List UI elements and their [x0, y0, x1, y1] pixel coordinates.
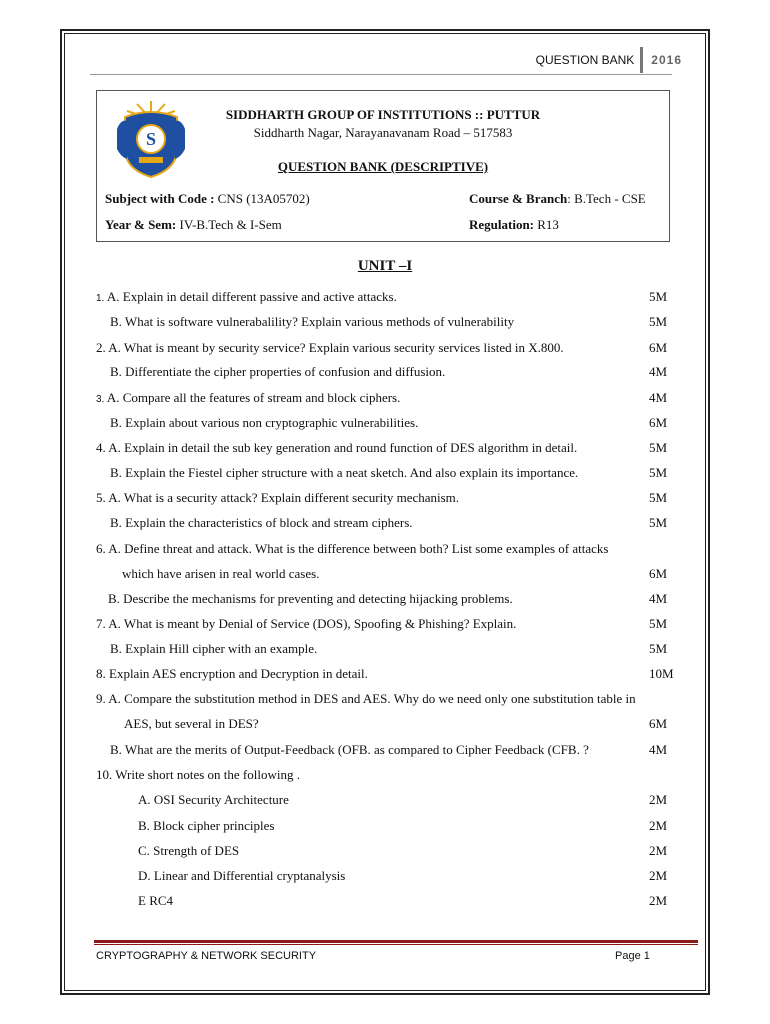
header-year: 2016 [640, 47, 682, 73]
year-field [105, 217, 282, 233]
footer-course-name: CRYPTOGRAPHY & NETWORK SECURITY [96, 950, 317, 962]
question-bank-title: QUESTION BANK (DESCRIPTIVE) [277, 159, 489, 174]
question-marks: 4M [649, 364, 668, 379]
question-text: A. OSI Security Architecture [138, 792, 289, 807]
question-text: B. Explain about various non cryptographic vulnerabilities. [110, 415, 419, 430]
footer-page-number: Page 1 [615, 950, 650, 962]
question-text: 2. A. What is meant by security service? Explain various security services listed in X.800. [96, 340, 564, 355]
subject-value: CNS (13A05702) [214, 191, 310, 206]
question-marks: 2M [649, 868, 668, 883]
question-text: 1. A. Explain in detail different passive and active attacks. [96, 289, 397, 304]
regulation-label: Regulation: [469, 217, 534, 232]
question-text: E RC4 [138, 893, 174, 908]
year-label: Year & Sem: [105, 217, 177, 232]
subject-field [105, 191, 310, 207]
question-text: B. What are the merits of Output-Feedback (OFB. as compared to Cipher Feedback (CFB. ? [110, 742, 589, 757]
question-marks: 2M [649, 818, 668, 833]
question-text: 8. Explain AES encryption and Decryption in detail. [96, 666, 368, 681]
question-marks: 5M [649, 289, 668, 304]
question-marks: 5M [649, 465, 668, 480]
question-marks: 5M [649, 314, 668, 329]
subject-label: Subject with Code : [105, 191, 215, 206]
question-marks: 4M [649, 591, 668, 606]
unit-title: UNIT –I [357, 258, 413, 274]
question-marks: 2M [649, 792, 668, 807]
regulation-field [469, 217, 559, 233]
page-header [536, 45, 682, 75]
question-text: B. Explain the characteristics of block and stream ciphers. [110, 515, 413, 530]
question-marks: 6M [649, 716, 668, 731]
question-text: 7. A. What is meant by Denial of Service (DOS), Spoofing & Phishing? Explain. [96, 616, 517, 631]
question-text: which have arisen in real world cases. [122, 566, 320, 581]
footer-rule [94, 940, 698, 943]
question-marks: 2M [649, 893, 668, 908]
question-marks: 5M [649, 515, 668, 530]
question-marks: 4M [649, 390, 668, 405]
institution-box [96, 90, 670, 242]
question-marks: 5M [649, 641, 668, 656]
question-text: B. Block cipher principles [138, 818, 275, 833]
course-value: : B.Tech - CSE [567, 191, 646, 206]
question-text: 5. A. What is a security attack? Explain different security mechanism. [96, 490, 460, 505]
question-text: B. Describe the mechanisms for preventing and detecting hijacking problems. [108, 591, 513, 606]
question-text: D. Linear and Differential cryptanalysis [138, 868, 346, 883]
course-field [469, 191, 646, 207]
header-title: QUESTION BANK [535, 53, 635, 67]
question-text: B. Explain the Fiestel cipher structure with a neat sketch. And also explain its importance. [110, 465, 579, 480]
question-text: 10. Write short notes on the following . [96, 767, 300, 782]
question-marks: 6M [649, 566, 668, 581]
question-marks: 6M [649, 415, 668, 430]
institution-name: SIDDHARTH GROUP OF INSTITUTIONS :: PUTTUR [225, 107, 541, 122]
question-text: AES, but several in DES? [124, 716, 259, 731]
question-text: C. Strength of DES [138, 843, 240, 858]
header-rule [90, 74, 672, 75]
question-marks: 6M [649, 340, 668, 355]
question-marks: 4M [649, 742, 668, 757]
question-marks: 10M [649, 666, 674, 681]
question-text: 3. A. Compare all the features of stream and block ciphers. [96, 390, 401, 405]
svg-text:S: S [145, 129, 157, 149]
question-text: B. Differentiate the cipher properties of confusion and diffusion. [110, 364, 446, 379]
regulation-value: R13 [534, 217, 559, 232]
footer-rule-thin [94, 944, 698, 945]
question-text: B. Explain Hill cipher with an example. [110, 641, 318, 656]
question-text: B. What is software vulnerabalility? Explain various methods of vulnerability [110, 314, 515, 329]
question-text: 9. A. Compare the substitution method in DES and AES. Why do we need only one substitution table in [96, 691, 636, 706]
question-text: 6. A. Define threat and attack. What is the difference between both? List some examples of attacks [96, 541, 609, 556]
institution-address: Siddharth Nagar, Narayanavanam Road – 517583 [253, 125, 513, 140]
year-value: IV-B.Tech & I-Sem [176, 217, 282, 232]
question-marks: 5M [649, 490, 668, 505]
question-text: 4. A. Explain in detail the sub key generation and round function of DES algorithm in detail. [96, 440, 578, 455]
course-label: Course & Branch [469, 191, 568, 206]
question-marks: 5M [649, 440, 668, 455]
question-marks: 5M [649, 616, 668, 631]
question-marks: 2M [649, 843, 668, 858]
